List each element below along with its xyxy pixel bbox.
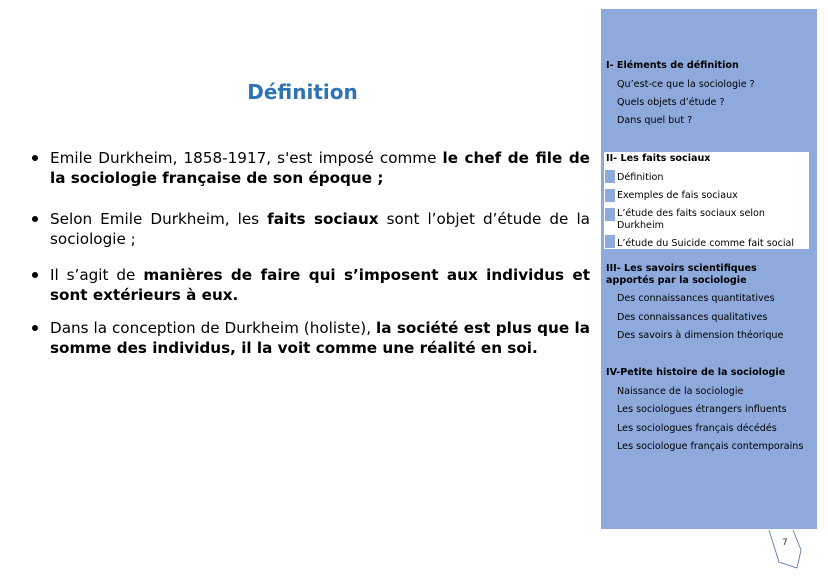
outline-section-4-title[interactable]: IV-Petite histoire de la sociologie [606, 367, 786, 378]
page-number-badge [767, 528, 803, 570]
outline-item[interactable]: Qu’est-ce que la sociologie ? [617, 79, 755, 90]
item-marker [605, 235, 615, 248]
item-marker [605, 208, 615, 221]
outline-item[interactable]: Les sociologues français décédés [617, 423, 777, 434]
outline-item[interactable]: Des connaissances qualitatives [617, 312, 768, 323]
outline-section-1-title[interactable]: I- Eléments de définition [606, 60, 739, 71]
bullet-dot [32, 325, 38, 331]
item-marker [605, 189, 615, 202]
bullet-item: Dans la conception de Durkheim (holiste), la société est plus que la somme des individus, il la voit comme une réalité en soi. [30, 318, 590, 358]
bullet-dot [32, 272, 38, 278]
bullet-list [30, 148, 590, 371]
outline-item[interactable]: Exemples de fais sociaux [617, 190, 738, 201]
outline-item[interactable]: L’étude du Suicide comme fait social [617, 238, 795, 249]
bullet-dot [32, 216, 38, 222]
outline-section-2-title[interactable]: II- Les faits sociaux [606, 153, 711, 164]
slide-title: Définition [247, 80, 358, 104]
current-item-marker [605, 170, 615, 183]
bullet-item: Emile Durkheim, 1858-1917, s'est imposé comme le chef de file de la sociologie française de son époque ; [30, 148, 590, 188]
outline-item[interactable]: Les sociologues étrangers influents [617, 404, 787, 415]
outline-item[interactable]: Naissance de la sociologie [617, 386, 744, 397]
outline-item[interactable]: Des savoirs à dimension théorique [617, 330, 784, 341]
outline-sidebar [601, 9, 817, 529]
outline-item[interactable]: L’étude des faits sociaux selon Durkheim [617, 208, 765, 231]
bullet-item: Selon Emile Durkheim, les faits sociaux sont l’objet d’étude de la sociologie ; [30, 209, 590, 249]
page-badge-shape [767, 528, 803, 570]
bullet-dot [32, 155, 38, 161]
outline-section-3-title[interactable]: III- Les savoirs scientifiques apportés par la sociologie [606, 263, 757, 286]
page-number: 7 [782, 538, 788, 548]
outline-item[interactable]: Des connaissances quantitatives [617, 293, 775, 304]
outline-item[interactable]: Dans quel but ? [617, 115, 693, 126]
bullet-item: Il s’agit de manières de faire qui s’imposent aux individus et sont extérieurs à eux. [30, 265, 590, 305]
outline-item[interactable]: Les sociologue français contemporains [617, 441, 804, 452]
outline-item[interactable]: Quels objets d’étude ? [617, 97, 725, 108]
outline-item-current[interactable]: Définition [617, 172, 664, 183]
